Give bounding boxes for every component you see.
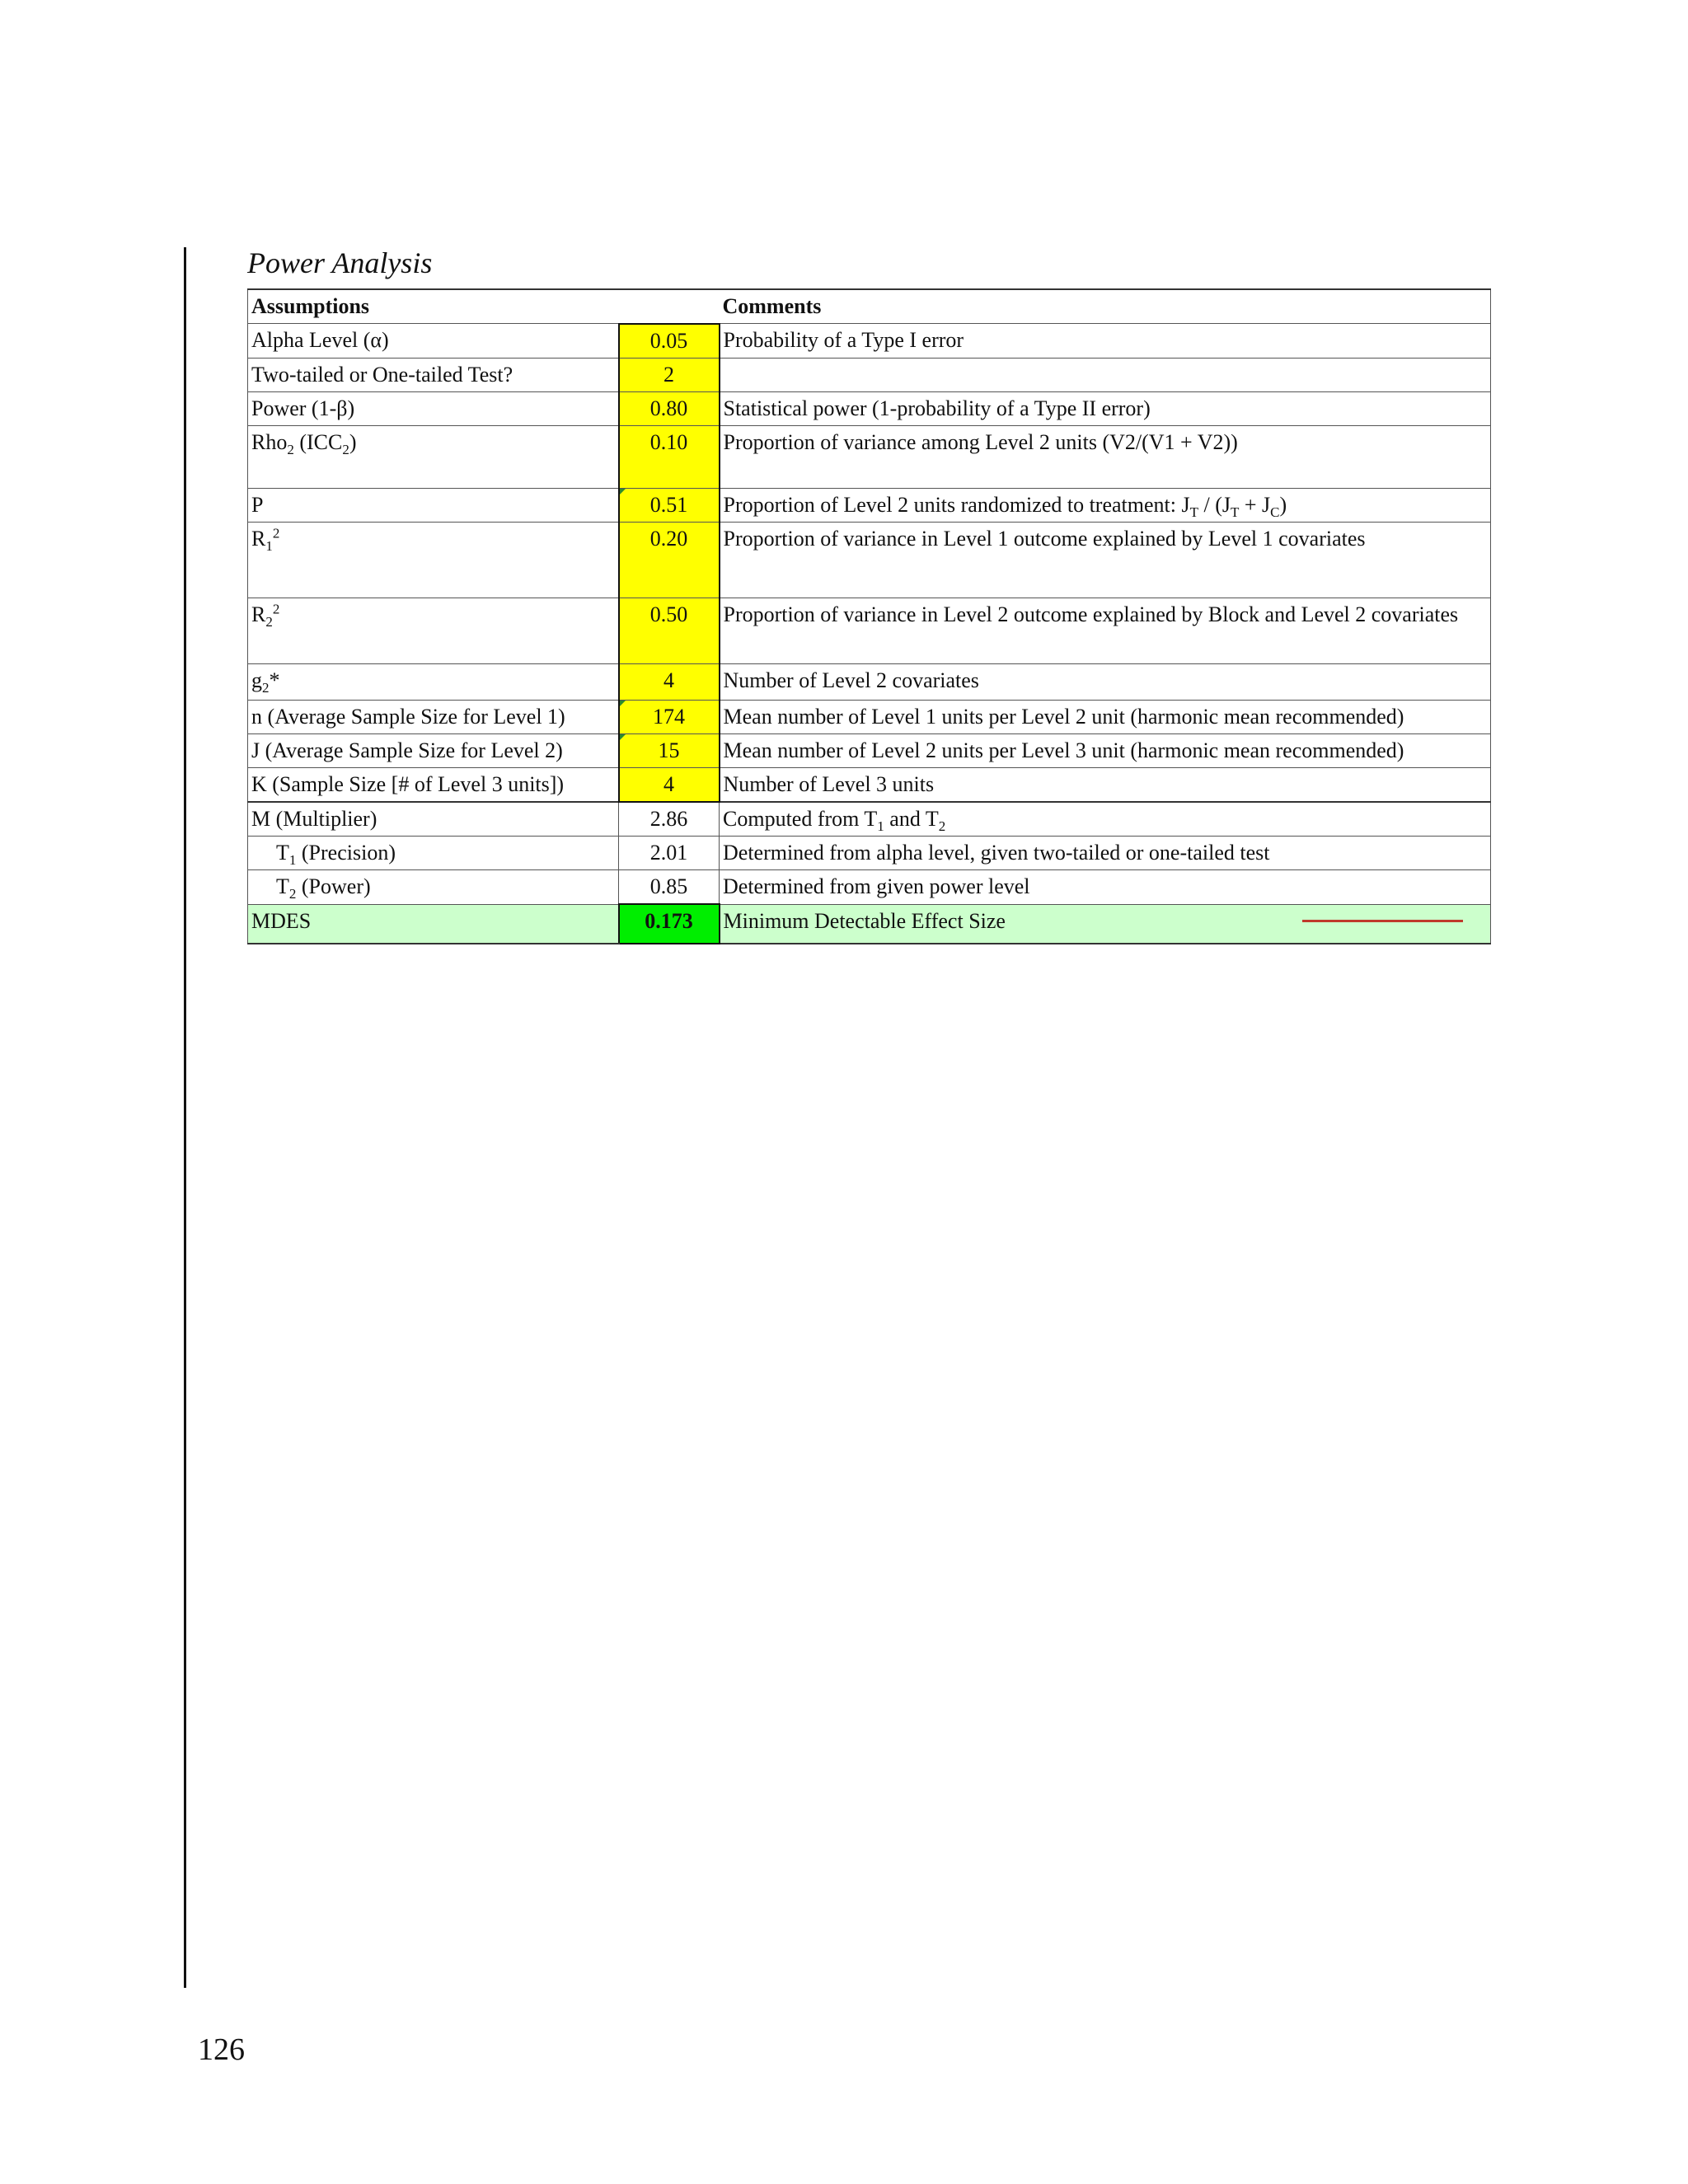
table-row-tails — [248, 358, 1491, 391]
t1-value: 2.01 — [619, 837, 720, 870]
row-comment: Number of Level 2 covariates — [720, 663, 1491, 700]
row-comment: Probability of a Type I error — [720, 324, 1491, 359]
table-row-power — [248, 391, 1491, 425]
alpha-input[interactable]: 0.05 — [619, 324, 720, 359]
row-label: $R_2^2$ — [248, 598, 619, 663]
row-comment: Minimum Detectable Effect Size — [720, 904, 1491, 944]
mdes-result: 0.173 — [619, 904, 720, 944]
value-header — [619, 289, 720, 324]
row-comment: Mean number of Level 1 units per Level 2 unit (harmonic mean recommended) — [720, 700, 1491, 733]
row-comment: Determined from given power level — [720, 870, 1491, 905]
row-comment — [720, 358, 1491, 391]
row-label: $g_2*$ — [248, 663, 619, 700]
row-label: $T_2$ (Power) — [248, 870, 619, 905]
rho2-input[interactable]: 0.10 — [619, 425, 720, 488]
table-row-j — [248, 733, 1491, 767]
row-label: P — [248, 488, 619, 522]
margin-rule — [184, 247, 186, 1988]
power-analysis-table — [247, 288, 1491, 944]
multiplier-value: 2.86 — [619, 802, 720, 837]
p-input[interactable]: 0.51 — [619, 488, 720, 522]
table-row-alpha — [248, 324, 1491, 359]
j-input[interactable]: 15 — [619, 733, 720, 767]
t2-value: 0.85 — [619, 870, 720, 905]
row-comment: Determined from alpha level, given two-tailed or one-tailed test — [720, 837, 1491, 870]
row-label: Power (1-β) — [248, 391, 619, 425]
table-row-rho2 — [248, 425, 1491, 488]
row-label: M (Multiplier) — [248, 802, 619, 837]
comments-header: Comments — [720, 289, 1491, 324]
r2-squared-input[interactable]: 0.50 — [619, 598, 720, 663]
r1-squared-input[interactable]: 0.20 — [619, 522, 720, 598]
table-row-t1 — [248, 837, 1491, 870]
row-label: K (Sample Size [# of Level 3 units]) — [248, 767, 619, 802]
table-row-r1-squared — [248, 522, 1491, 598]
g2-input[interactable]: 4 — [619, 663, 720, 700]
row-comment: Number of Level 3 units — [720, 767, 1491, 802]
assumptions-header: Assumptions — [248, 289, 619, 324]
row-label: J (Average Sample Size for Level 2) — [248, 733, 619, 767]
row-label: Two-tailed or One-tailed Test? — [248, 358, 619, 391]
table-row-n — [248, 700, 1491, 733]
table-header-row — [248, 289, 1491, 324]
table-row-mdes — [248, 904, 1491, 944]
page-number: 126 — [198, 2032, 245, 2067]
row-comment: Proportion of variance among Level 2 units (V2/(V1 + V2)) — [720, 425, 1491, 488]
k-input[interactable]: 4 — [619, 767, 720, 802]
table-row-p — [248, 488, 1491, 522]
row-label: $T_1$ (Precision) — [248, 837, 619, 870]
section-title: Power Analysis — [247, 246, 433, 279]
table-row-g2 — [248, 663, 1491, 700]
n-input[interactable]: 174 — [619, 700, 720, 733]
row-label: Alpha Level (α) — [248, 324, 619, 359]
table-row-t2 — [248, 870, 1491, 905]
table-row-k — [248, 767, 1491, 802]
table-row-multiplier — [248, 802, 1491, 837]
row-label: $R_1^2$ — [248, 522, 619, 598]
row-comment: Proportion of variance in Level 1 outcome explained by Level 1 covariates — [720, 522, 1491, 598]
red-underline — [1302, 920, 1463, 922]
table-row-r2-squared — [248, 598, 1491, 663]
row-label: Rho$_2$ $(ICC_2)$ — [248, 425, 619, 488]
row-comment: Statistical power (1-probability of a Type II error) — [720, 391, 1491, 425]
row-label: n (Average Sample Size for Level 1) — [248, 700, 619, 733]
row-comment: Computed from $T_1$ and $T_2$ — [720, 802, 1491, 837]
row-label: MDES — [248, 904, 619, 944]
row-comment: Proportion of variance in Level 2 outcome explained by Block and Level 2 covariates — [720, 598, 1491, 663]
tails-input[interactable]: 2 — [619, 358, 720, 391]
power-input[interactable]: 0.80 — [619, 391, 720, 425]
row-comment: Mean number of Level 2 units per Level 3 unit (harmonic mean recommended) — [720, 733, 1491, 767]
row-comment: Proportion of Level 2 units randomized to treatment: $J_T / (J_T + J_C)$ — [720, 488, 1491, 522]
